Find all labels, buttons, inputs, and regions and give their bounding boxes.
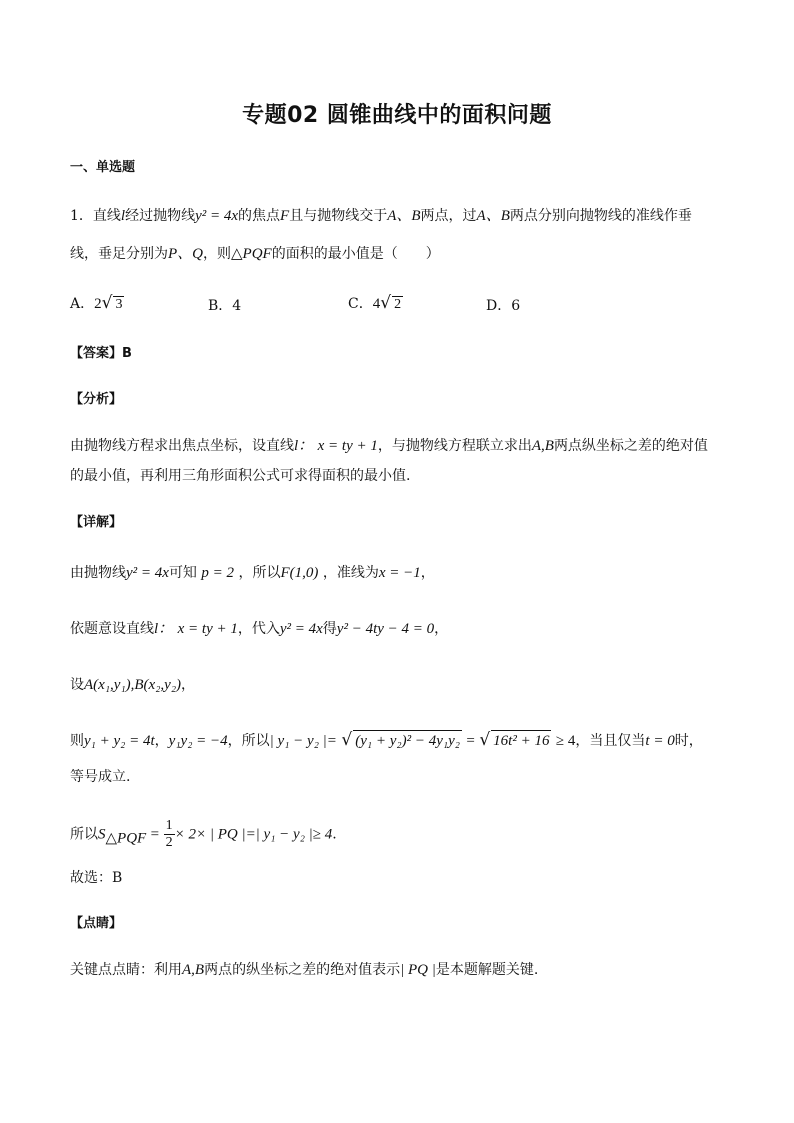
sqrt-icon: √ <box>380 293 392 313</box>
math-parabola: y² = 4x <box>195 208 239 224</box>
text: 的焦点 <box>238 208 281 224</box>
text: 关键点点睛：利用 <box>70 962 182 978</box>
text: . <box>332 826 337 843</box>
sqrt-icon: √ <box>479 730 491 750</box>
text: ，所以 <box>238 565 281 581</box>
option-c-label: C． <box>348 296 373 312</box>
option-d: D．6 <box>486 298 521 314</box>
math: t = 0 <box>645 733 675 749</box>
text: 线，垂足分别为 <box>70 246 168 262</box>
math: = <box>150 826 160 843</box>
math-AB: A、B <box>387 208 421 224</box>
math: F(1,0) <box>280 565 319 581</box>
text: 可知 <box>168 565 197 581</box>
fraction-denominator: 2 <box>165 835 173 850</box>
math-l: l： <box>154 621 174 637</box>
section-heading: 一、单选题 <box>70 160 136 175</box>
math: p = 2 <box>201 565 235 581</box>
text: 两点，过 <box>420 208 477 224</box>
analysis-line-2: 的最小值，再利用三角形面积公式可求得面积的最小值. <box>70 468 411 484</box>
text: ，与抛物线方程联立求出 <box>377 438 532 454</box>
math: y² − 4ty − 4 = 0 <box>336 621 435 637</box>
page-title: 专题02 圆锥曲线中的面积问题 <box>242 103 552 128</box>
text: 则 <box>70 733 84 749</box>
math-AB: A,B <box>182 962 205 978</box>
math-triangle: △PQF <box>231 246 272 262</box>
text: 所以 <box>70 826 98 843</box>
math: x = ty + 1 <box>177 621 238 637</box>
math-subscript: △PQF <box>105 830 147 847</box>
math-PQ: P、Q <box>168 246 203 262</box>
math: | PQ | <box>400 962 436 978</box>
math-radicand: 16t² + 16 <box>491 730 551 751</box>
text: 且与抛物线交于 <box>289 208 388 224</box>
comment-heading: 【点睛】 <box>70 916 123 931</box>
math: y² = 4x <box>126 565 169 581</box>
option-a-coef: 2 <box>94 296 102 312</box>
detail-line-6 <box>70 818 730 851</box>
fraction-numerator: 1 <box>165 818 173 833</box>
text: 由抛物线 <box>70 565 126 581</box>
text: ，代入 <box>237 621 280 637</box>
text: ，当且仅当 <box>575 733 646 749</box>
math-AB: A,B <box>531 438 554 454</box>
detail-line-5: 等号成立. <box>70 769 131 785</box>
math-l: l： <box>294 438 314 454</box>
text: ， <box>181 677 196 693</box>
text: 是本题解题关键. <box>435 962 539 978</box>
math: | y₁ − y₂ |= <box>269 733 337 749</box>
option-c-radicand: 2 <box>394 297 402 312</box>
math-F: F <box>280 208 290 224</box>
detail-heading: 【详解】 <box>70 515 123 530</box>
math: S <box>98 826 106 843</box>
option-a-radicand: 3 <box>115 297 123 312</box>
text: ， <box>154 733 169 749</box>
text: ，则 <box>203 246 231 262</box>
text: 依题意设直线 <box>70 621 154 637</box>
math-radicand: (y₁ + y₂)² − 4y₁y₂ <box>353 730 462 751</box>
math: y² = 4x <box>279 621 323 637</box>
analysis-heading: 【分析】 <box>70 392 123 407</box>
text: ， <box>420 565 435 581</box>
sqrt-icon: √ <box>341 730 353 750</box>
text: ，准线为 <box>322 565 379 581</box>
math: A(x₁,y₁),B(x₂,y₂) <box>84 677 182 693</box>
option-c <box>348 293 403 313</box>
question-1-line-1 <box>70 206 730 226</box>
question-1-line-2 <box>70 244 730 264</box>
math-AB: A、B <box>476 208 510 224</box>
text: ，所以 <box>227 733 270 749</box>
math: x = −1 <box>378 565 421 581</box>
math: y₁ + y₂ = 4t <box>84 733 155 749</box>
math: × 2× | PQ |=| y₁ − y₂ |≥ 4 <box>174 826 333 843</box>
math: y₁y₂ = −4 <box>168 733 228 749</box>
text: 两点纵坐标之差的绝对值 <box>553 438 708 454</box>
option-a-label: A． <box>70 296 95 312</box>
math: ≥ 4 <box>555 733 576 749</box>
sqrt-icon: √ <box>101 293 113 313</box>
text: 由抛物线方程求出焦点坐标，设直线 <box>70 438 294 454</box>
detail-line-7: 故选：B <box>70 870 123 886</box>
question-number: 1． <box>70 208 93 224</box>
detail-line-3 <box>70 675 730 695</box>
math: = <box>466 733 475 749</box>
math-l: l <box>120 208 126 224</box>
text: 时， <box>674 733 703 749</box>
text: 两点分别向抛物线的准线作垂 <box>509 208 692 224</box>
fraction <box>164 818 175 851</box>
text: 直线 <box>92 208 121 224</box>
text: 的面积的最小值是（ ） <box>271 246 440 262</box>
text: 得 <box>322 621 337 637</box>
math-line-eq: x = ty + 1 <box>317 438 378 454</box>
option-c-coef: 4 <box>372 296 381 312</box>
text: 经过抛物线 <box>125 208 196 224</box>
detail-line-4 <box>70 730 730 751</box>
detail-line-2 <box>70 619 730 639</box>
option-a <box>70 293 124 313</box>
detail-line-1 <box>70 563 730 583</box>
option-b: B．4 <box>208 298 242 314</box>
text: 设 <box>70 677 84 693</box>
text: 两点的纵坐标之差的绝对值表示 <box>204 962 401 978</box>
comment-line <box>70 960 730 980</box>
text: ， <box>434 621 449 637</box>
answer: 【答案】B <box>70 346 132 361</box>
analysis-line-1 <box>70 436 730 456</box>
